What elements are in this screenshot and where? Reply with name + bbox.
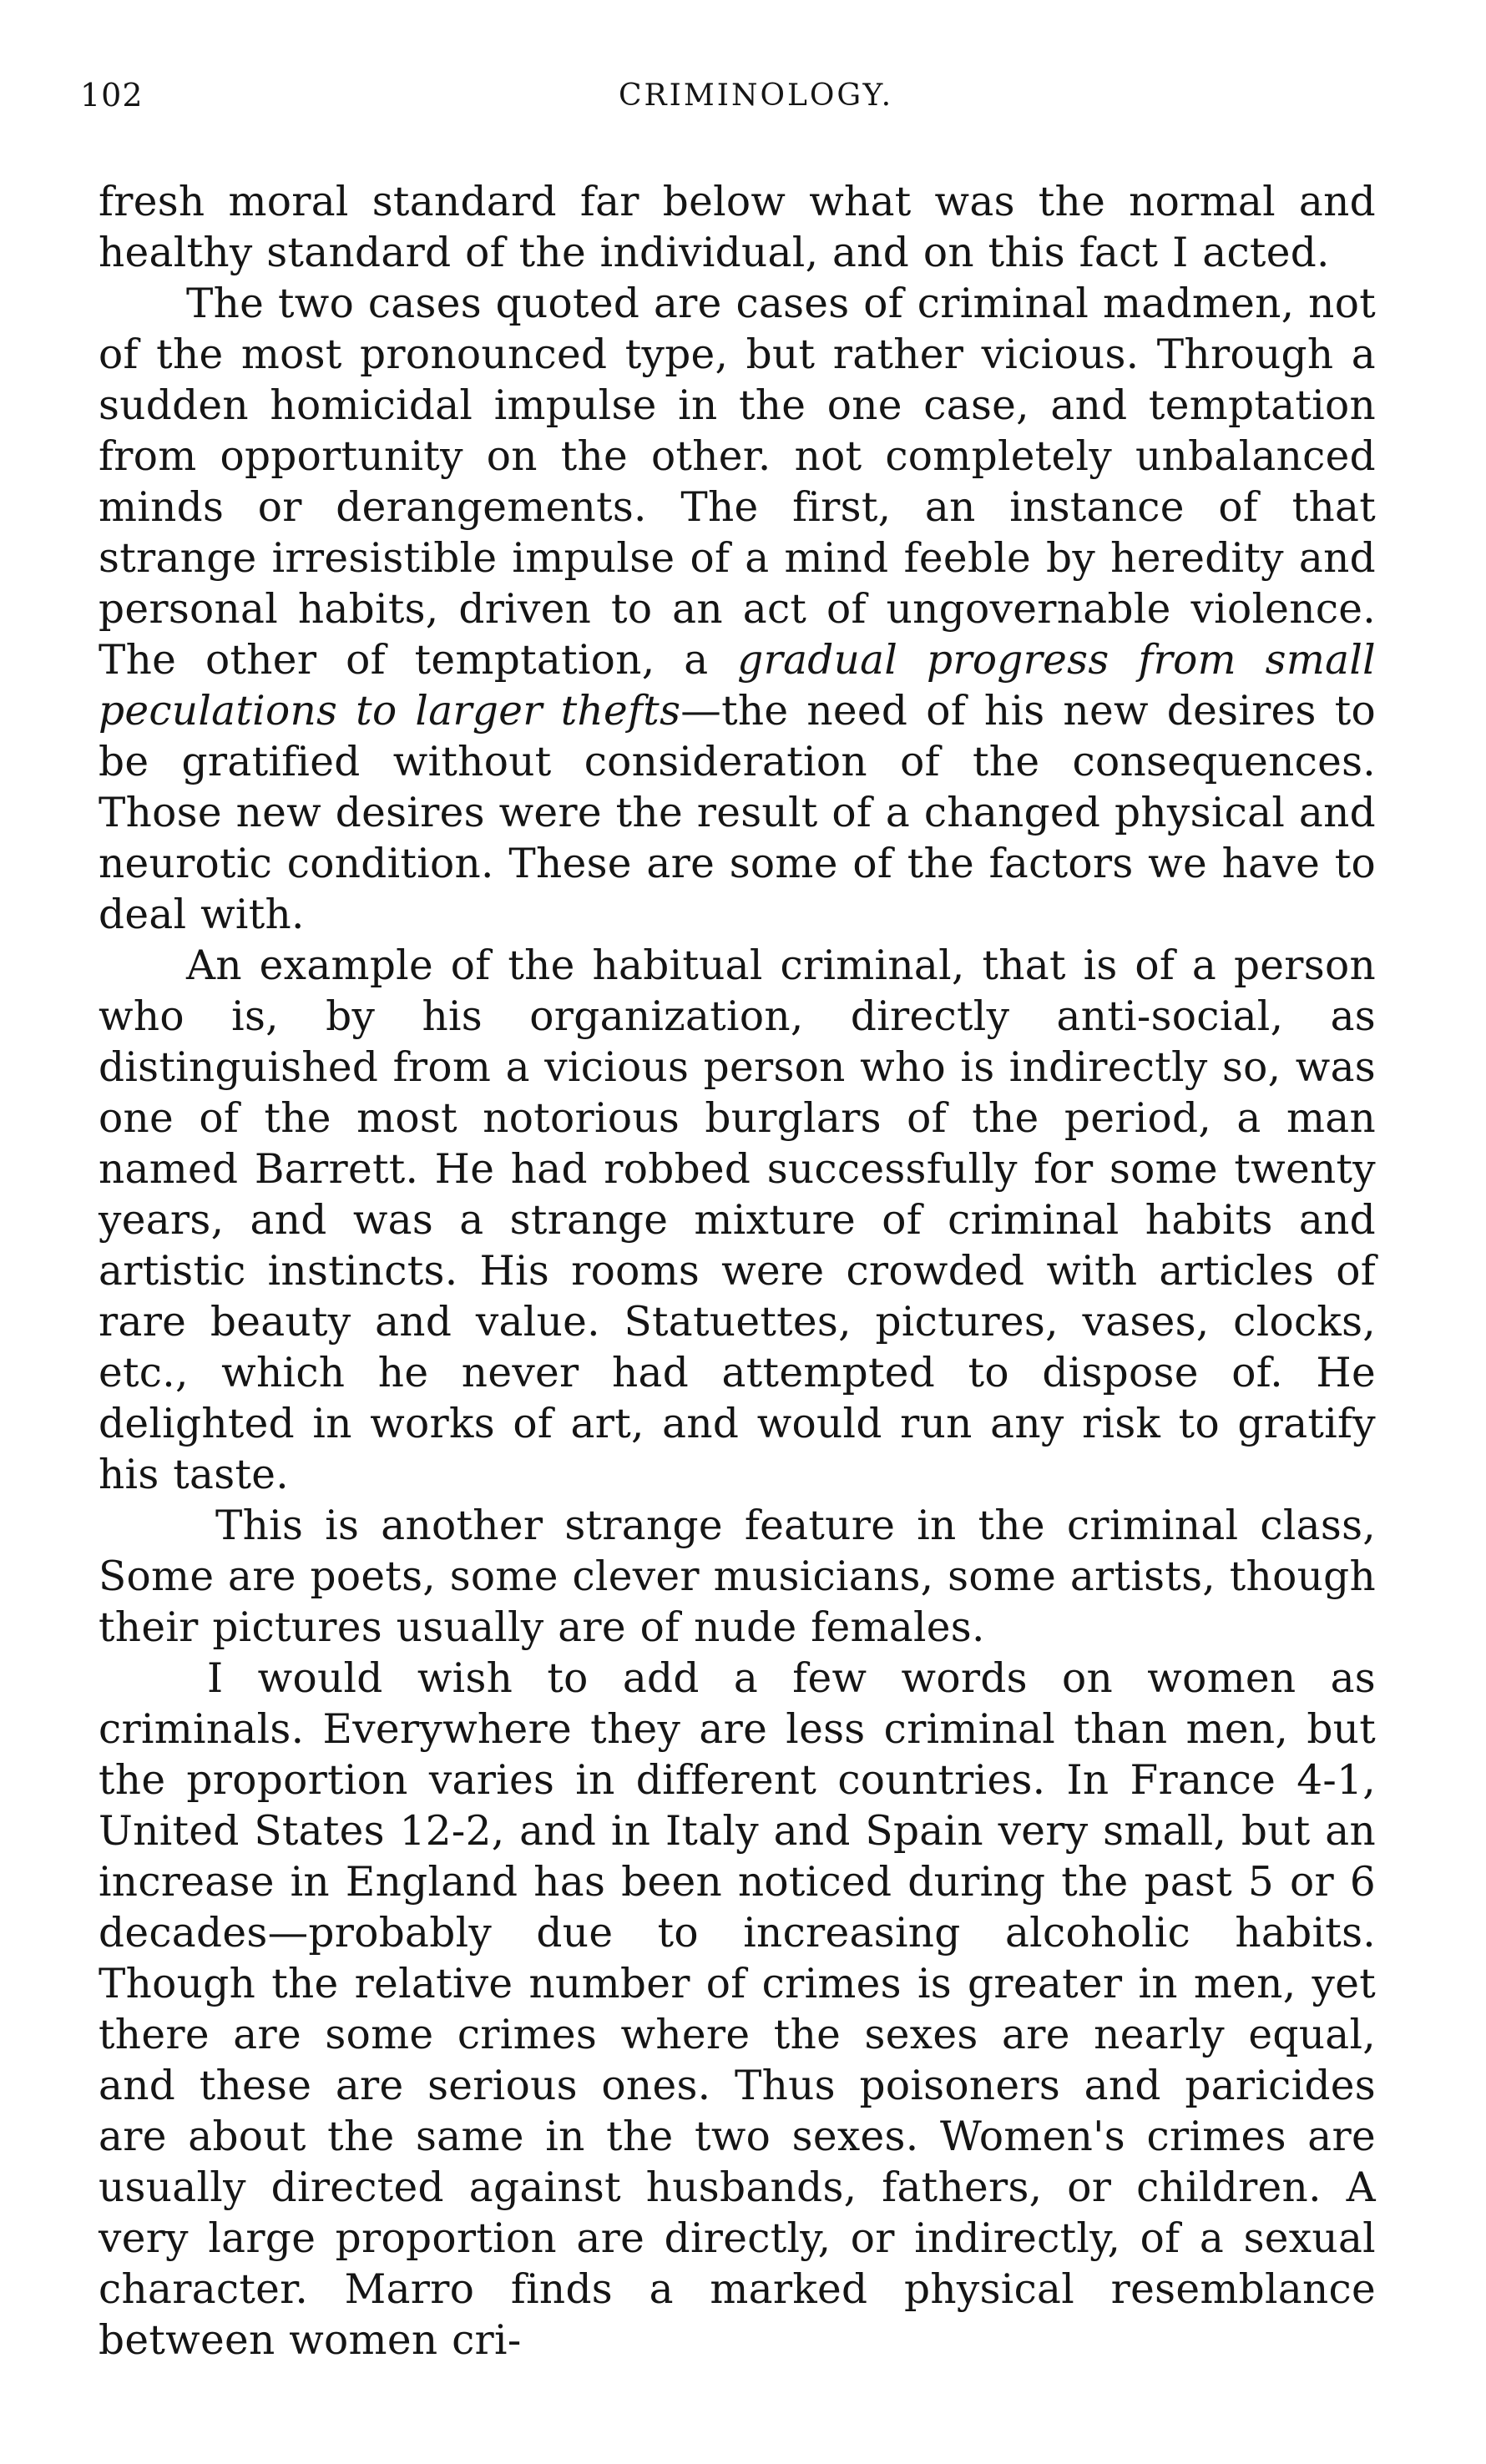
paragraph-criminal-madmen	[99, 279, 1376, 941]
paragraph-women-criminals: I would wish to add a few words on women as criminals. Everywhere they are less criminal than men, but the proportion varies in different countries. In France 4-1, United States 12-2, and in Italy and Spain very small, but an increase in England has been noticed during the past 5 or 6 decades—probably due to increasing alcoholic habits. Though the relative number of crimes is greater in men, yet there are some crimes where the sexes are nearly equal, and these are serious ones. Thus poisoners and paricides are about the same in the two sexes. Women's crimes are usually directed against husbands, fathers, or children. A very large proportion are directly, or indirectly, of a sexual character. Marro finds a marked physical resemblance between women cri-	[99, 1655, 1376, 2364]
paragraph-habitual-criminal: An example of the habitual criminal, that is of a person who is, by his organization, directly anti-social, as distinguished from a vicious person who is indirectly so, was one of the most notorious burglars of the period, a man named Barrett. He had robbed successfully for some twenty years, and was a strange mixture of criminal habits and artistic instincts. His rooms were crowded with articles of rare beauty and value. Statuettes, pictures, vases, clocks, etc., which he never had attempted to dispose of. He delighted in works of art, and would run any risk to gratify his taste.	[99, 942, 1376, 1498]
paragraph-continuation: fresh moral standard far below what was the normal and healthy standard of the individual, and on this fact I acted.	[99, 179, 1376, 276]
italic-phrase: gradual progress from small peculations to larger thefts	[99, 637, 1376, 735]
paragraph-text: The two cases quoted are cases of criminal madmen, not of the most pronounced type, but rather vicious. Through a sudden homicidal impulse in the one case, and temptation from opportunity on the other. not completely unbalanced minds or derangements. The first, an instance of that strange irresistible impulse of a mind feeble by heredity and personal habits, driven to an act of ungovernable violence. The other of temptation, a	[99, 280, 1376, 684]
paragraph-text: —the need of his new desires to be gratified without consideration of the consequences. Those new desires were the result of a changed physical and neurotic condition. These are some of the factors we have to deal with.	[99, 688, 1376, 938]
page-number: 102	[80, 77, 144, 114]
running-head: CRIMINOLOGY.	[619, 78, 894, 113]
paragraph-criminal-class: This is another strange feature in the criminal class, Some are poets, some clever musicians, some artists, though their pictures usually are of nude females.	[99, 1502, 1376, 1651]
page-header	[80, 77, 1374, 127]
body-text	[99, 177, 1376, 2366]
